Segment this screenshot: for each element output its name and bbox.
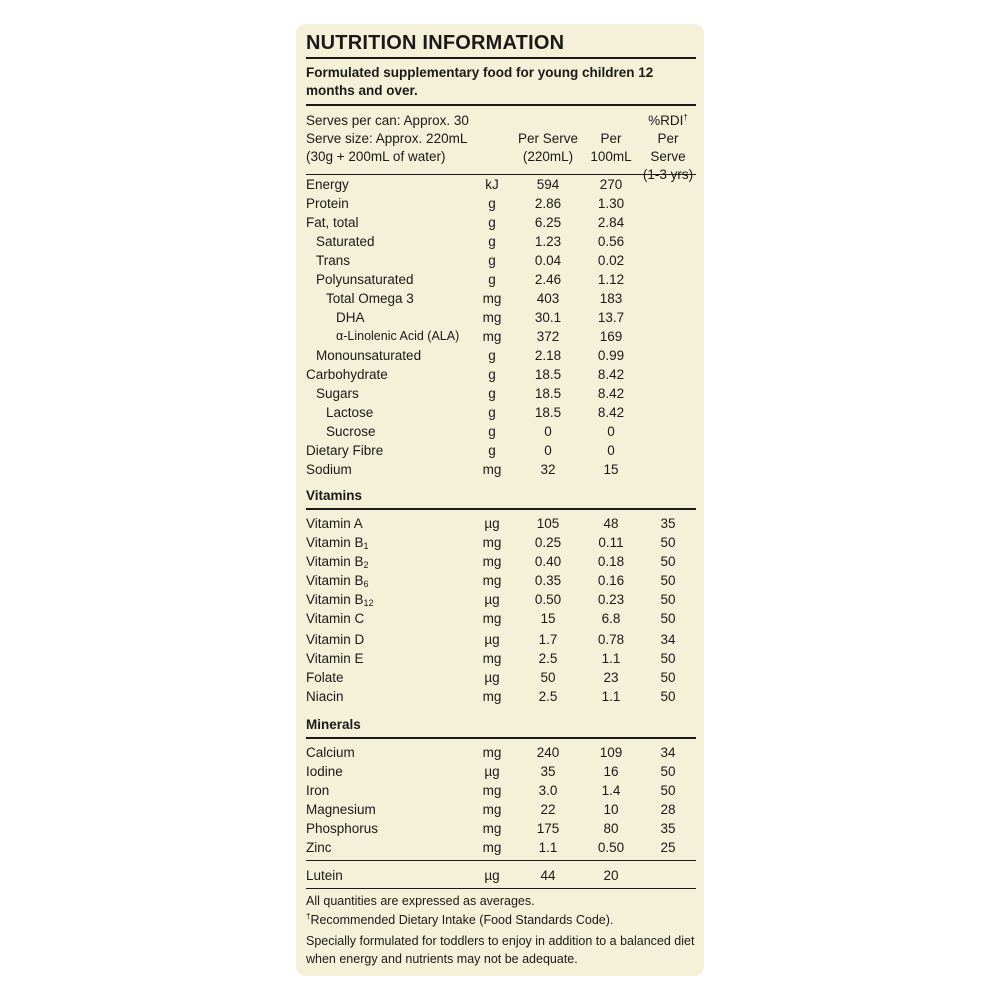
table-row: [296, 649, 704, 668]
vitamin-name-text: Folate: [306, 670, 344, 685]
table-row: [296, 838, 704, 857]
col-header-per-serve: [512, 130, 584, 166]
per-serve-value: 2.5: [538, 651, 558, 666]
mineral-name: Iodine: [306, 764, 343, 779]
per-serve-value: 50: [540, 670, 556, 685]
table-row: [296, 441, 704, 460]
rdi-value: 50: [660, 554, 676, 569]
col-per-serve-volume: (220mL): [522, 149, 574, 164]
nutrient-unit: kJ: [485, 177, 499, 192]
rdi-value: 50: [660, 573, 676, 588]
table-row: [296, 422, 704, 441]
footnote-dagger: †: [306, 912, 311, 921]
table-row: [296, 365, 704, 384]
vitamin-name-text: Vitamin B: [306, 535, 364, 550]
vitamin-unit: mg: [482, 535, 502, 550]
per-100ml-value: 0: [607, 443, 615, 458]
table-row: [296, 762, 704, 781]
per-100ml-value: 109: [599, 745, 623, 760]
serves-per-can: Serves per can: Approx. 30: [306, 113, 469, 128]
nutrient-name: Energy: [306, 177, 349, 192]
footnote-rdi-text: Recommended Dietary Intake (Food Standards Code).: [310, 913, 614, 927]
vitamin-name: [306, 668, 344, 687]
table-row: [296, 668, 704, 687]
table-row: [296, 460, 704, 479]
minerals-heading: Minerals: [306, 717, 361, 732]
rdi-value: 50: [660, 611, 676, 626]
nutrient-unit: mg: [482, 329, 502, 344]
table-row: [296, 289, 704, 308]
lutein-name: Lutein: [306, 868, 343, 883]
per-100ml-value: 0.50: [597, 840, 625, 855]
nutrient-name: Sugars: [316, 386, 359, 401]
rdi-dagger: †: [683, 113, 688, 122]
nutrient-name: Monounsaturated: [316, 348, 422, 363]
vitamin-subscript: 1: [363, 541, 369, 551]
per-100ml-value: 0.02: [597, 253, 625, 268]
vitamin-name: [306, 533, 369, 552]
vitamin-unit: mg: [482, 689, 502, 704]
per-100ml-value: 0.56: [597, 234, 625, 249]
per-100ml-value: 20: [603, 868, 619, 883]
per-100ml-value: 0.78: [597, 632, 625, 647]
per-serve-value: 18.5: [534, 405, 562, 420]
vitamin-name-text: Vitamin B: [306, 554, 364, 569]
lutein-unit: µg: [484, 868, 500, 883]
nutrient-name: α-Linolenic Acid (ALA): [336, 329, 460, 343]
nutrient-name: Lactose: [326, 405, 374, 420]
table-row: [296, 514, 704, 533]
vitamin-name: [306, 630, 364, 649]
nutrient-name: Protein: [306, 196, 349, 211]
col-header-per-100ml: [584, 130, 638, 166]
vitamin-name-text: Vitamin C: [306, 611, 365, 626]
per-serve-value: 22: [540, 802, 556, 817]
per-serve-value: 1.7: [538, 632, 558, 647]
rdi-value: 25: [660, 840, 676, 855]
mineral-name: Phosphorus: [306, 821, 379, 836]
per-serve-value: 2.86: [534, 196, 562, 211]
nutrient-unit: g: [488, 405, 496, 420]
footnote-averages: All quantities are expressed as averages.: [306, 894, 535, 908]
per-serve-value: 0: [544, 443, 552, 458]
mineral-name: Iron: [306, 783, 330, 798]
nutrient-name: Carbohydrate: [306, 367, 388, 382]
vitamin-name: [306, 571, 369, 590]
vitamin-subscript: 12: [363, 598, 374, 608]
table-row-lutein: [296, 866, 704, 885]
vitamins-heading: Vitamins: [306, 488, 363, 503]
col-per-100-volume: 100mL: [590, 149, 632, 164]
per-100ml-value: 2.84: [597, 215, 625, 230]
nutrient-unit: g: [488, 272, 496, 287]
nutrient-unit: g: [488, 386, 496, 401]
nutrient-unit: mg: [482, 310, 502, 325]
table-row: [296, 781, 704, 800]
per-100ml-value: 6.8: [601, 611, 621, 626]
per-serve-value: 3.0: [538, 783, 558, 798]
intro-rule: [306, 104, 696, 106]
vitamin-unit: mg: [482, 573, 502, 588]
table-row: [296, 194, 704, 213]
rdi-value: 34: [660, 745, 676, 760]
mineral-unit: mg: [482, 802, 502, 817]
table-row: [296, 743, 704, 762]
table-row: [296, 687, 704, 706]
per-100ml-value: 1.4: [601, 783, 621, 798]
per-100ml-value: 8.42: [597, 367, 625, 382]
table-row: [296, 571, 704, 590]
nutrient-name: Fat, total: [306, 215, 359, 230]
table-row: [296, 403, 704, 422]
table-row: [296, 213, 704, 232]
per-100ml-value: 1.1: [601, 689, 621, 704]
panel-title: NUTRITION INFORMATION: [306, 32, 565, 54]
per-serve-value: 0.04: [534, 253, 562, 268]
per-100ml-value: 15: [603, 462, 619, 477]
vitamin-subscript: 2: [363, 560, 369, 570]
per-serve-value: 0.35: [534, 573, 562, 588]
vitamin-unit: µg: [484, 632, 500, 647]
mineral-unit: µg: [484, 764, 500, 779]
vitamin-name-text: Vitamin E: [306, 651, 364, 666]
col-per-serve-label: Per Serve: [517, 131, 579, 146]
footnote-special: Specially formulated for toddlers to enjoy in addition to a balanced diet when energy and nutrients may not be adequate.: [306, 934, 695, 966]
footnote-rule: [306, 888, 696, 889]
per-serve-value: 1.23: [534, 234, 562, 249]
table-row: [296, 819, 704, 838]
per-100ml-value: 0: [607, 424, 615, 439]
nutrient-name: Sucrose: [326, 424, 376, 439]
vitamin-name: [306, 609, 364, 628]
per-100ml-value: 1.12: [597, 272, 625, 287]
mineral-unit: mg: [482, 821, 502, 836]
vitamin-name: [306, 590, 374, 609]
mineral-name: Zinc: [306, 840, 332, 855]
mineral-name: Calcium: [306, 745, 355, 760]
nutrient-name: Total Omega 3: [326, 291, 414, 306]
serving-info: [306, 112, 469, 166]
per-serve-value: 372: [536, 329, 560, 344]
per-100ml-value: 1.30: [597, 196, 625, 211]
nutrient-unit: g: [488, 253, 496, 268]
nutrient-name: Sodium: [306, 462, 352, 477]
per-serve-value: 18.5: [534, 386, 562, 401]
table-row: [296, 327, 704, 346]
col-rdi-label-wrap: [638, 112, 698, 130]
per-serve-value: 6.25: [534, 215, 562, 230]
nutrient-name: Dietary Fibre: [306, 443, 384, 458]
nutrient-unit: mg: [482, 462, 502, 477]
vitamin-unit: mg: [482, 651, 502, 666]
per-serve-value: 1.1: [538, 840, 558, 855]
nutrition-panel: [296, 24, 704, 976]
nutrient-unit: mg: [482, 291, 502, 306]
per-100ml-value: 0.11: [598, 535, 624, 550]
per-100ml-value: 0.23: [597, 592, 625, 607]
table-row: [296, 270, 704, 289]
per-100ml-value: 80: [603, 821, 619, 836]
vitamin-name: [306, 687, 344, 706]
rdi-value: 34: [660, 632, 676, 647]
nutrient-name: Trans: [316, 253, 351, 268]
vitamin-name-text: Vitamin B: [306, 592, 364, 607]
table-row: [296, 609, 704, 628]
minerals-rule: [306, 737, 696, 739]
per-100ml-value: 10: [603, 802, 619, 817]
nutrient-name: Saturated: [316, 234, 375, 249]
per-serve-value: 18.5: [534, 367, 562, 382]
nutrient-unit: g: [488, 443, 496, 458]
vitamin-unit: µg: [484, 516, 500, 531]
per-serve-value: 32: [540, 462, 556, 477]
per-100ml-value: 169: [599, 329, 623, 344]
table-row: [296, 346, 704, 365]
per-serve-value: 403: [536, 291, 560, 306]
per-serve-value: 30.1: [534, 310, 562, 325]
nutrient-unit: g: [488, 348, 496, 363]
vitamin-unit: mg: [482, 554, 502, 569]
per-100ml-value: 0.16: [597, 573, 625, 588]
per-100ml-value: 270: [599, 177, 623, 192]
col-rdi-label: %RDI: [648, 113, 684, 128]
per-serve-value: 105: [536, 516, 560, 531]
intro-text: Formulated supplementary food for young children 12 months and over.: [306, 65, 654, 98]
per-100ml-value: 183: [599, 291, 623, 306]
rdi-value: 35: [660, 516, 676, 531]
mineral-unit: mg: [482, 745, 502, 760]
table-row: [296, 800, 704, 819]
per-serve-value: 0: [544, 424, 552, 439]
vitamin-name-text: Vitamin D: [306, 632, 365, 647]
vitamins-rule: [306, 508, 696, 510]
vitamin-unit: mg: [482, 611, 502, 626]
per-100ml-value: 48: [603, 516, 619, 531]
per-100ml-value: 8.42: [597, 386, 625, 401]
rdi-value: 50: [660, 535, 676, 550]
per-serve-value: 2.18: [534, 348, 562, 363]
table-row: [296, 175, 704, 194]
vitamin-unit: µg: [484, 592, 500, 607]
per-serve-value: 35: [540, 764, 556, 779]
rdi-value: 50: [660, 764, 676, 779]
nutrient-unit: g: [488, 367, 496, 382]
per-100ml-value: 16: [603, 764, 619, 779]
mineral-unit: mg: [482, 840, 502, 855]
col-rdi-age: (1-3 yrs): [642, 167, 694, 182]
per-100ml-value: 13.7: [597, 310, 625, 325]
mineral-name: Magnesium: [306, 802, 376, 817]
per-serve-value: 44: [540, 868, 556, 883]
table-row: [296, 533, 704, 552]
per-serve-value: 2.5: [538, 689, 558, 704]
per-serve-value: 594: [536, 177, 560, 192]
nutrient-name: Polyunsaturated: [316, 272, 414, 287]
vitamin-subscript: 6: [363, 579, 369, 589]
nutrient-unit: g: [488, 424, 496, 439]
table-row: [296, 552, 704, 571]
nutrient-unit: g: [488, 234, 496, 249]
per-serve-value: 175: [536, 821, 560, 836]
rdi-value: 50: [660, 689, 676, 704]
title-rule: [306, 57, 696, 59]
per-serve-value: 240: [536, 745, 560, 760]
per-serve-value: 0.25: [534, 535, 562, 550]
table-row: [296, 308, 704, 327]
vitamin-unit: µg: [484, 670, 500, 685]
rdi-value: 28: [660, 802, 676, 817]
nutrient-unit: g: [488, 215, 496, 230]
col-per-100-label: Per: [600, 131, 622, 146]
table-row: [296, 590, 704, 609]
per-100ml-value: 1.1: [601, 651, 621, 666]
col-rdi-per-serve: Per Serve: [650, 131, 686, 164]
vitamin-name-text: Vitamin B: [306, 573, 364, 588]
vitamin-name-text: Vitamin A: [306, 516, 363, 531]
table-row: [296, 630, 704, 649]
per-100ml-value: 0.99: [597, 348, 625, 363]
vitamin-name: [306, 649, 364, 668]
per-serve-value: 2.46: [534, 272, 562, 287]
per-serve-value: 0.40: [534, 554, 562, 569]
nutrient-unit: g: [488, 196, 496, 211]
serve-size: Serve size: Approx. 220mL: [306, 131, 468, 146]
per-100ml-value: 23: [603, 670, 619, 685]
mineral-unit: mg: [482, 783, 502, 798]
vitamin-name: [306, 514, 363, 533]
rdi-value: 50: [660, 670, 676, 685]
nutrient-name: DHA: [336, 310, 365, 325]
per-100ml-value: 8.42: [597, 405, 625, 420]
rdi-value: 50: [660, 651, 676, 666]
serve-composition: (30g + 200mL of water): [306, 149, 446, 164]
rdi-value: 35: [660, 821, 676, 836]
rdi-value: 50: [660, 783, 676, 798]
per-serve-value: 15: [540, 611, 556, 626]
vitamin-name: [306, 552, 369, 571]
lutein-rule: [306, 860, 696, 861]
rdi-value: 50: [660, 592, 676, 607]
table-row: [296, 384, 704, 403]
table-row: [296, 232, 704, 251]
table-row: [296, 251, 704, 270]
vitamin-name-text: Niacin: [306, 689, 344, 704]
per-100ml-value: 0.18: [597, 554, 625, 569]
per-serve-value: 0.50: [534, 592, 562, 607]
footnote-rdi: [306, 911, 696, 929]
